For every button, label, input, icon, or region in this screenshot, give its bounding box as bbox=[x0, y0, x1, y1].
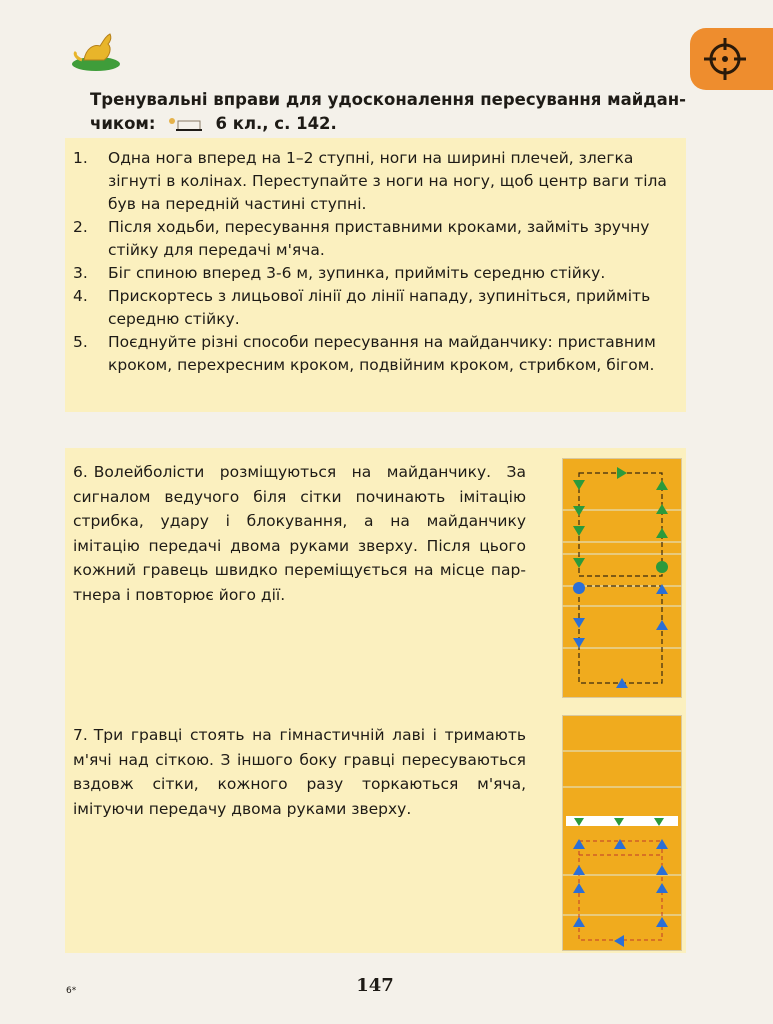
exercise-text: Поєднуйте різні способи пересування на майданчику: приставним кроком, перехресним кроком, подвійним кроком, стрибком, бігом. bbox=[108, 333, 656, 374]
exercise-item-5 bbox=[73, 331, 686, 377]
court-diagram-exercise-6 bbox=[562, 458, 682, 698]
player-marker bbox=[573, 582, 585, 594]
court-surface bbox=[562, 458, 682, 698]
player-marker bbox=[656, 561, 668, 573]
page-number: 147 bbox=[356, 975, 394, 996]
exercise-text: Три гравці стоять на гімнастичній лаві і тримають м'ячі над сіткою. З іншого боку гравці пересуваються вздовж сітки, кожного разу торкаються м'яча, імітуючи передачу двома руками зверху. bbox=[73, 726, 526, 818]
exercise-text: Біг спиною вперед 3-6 м, зупинка, прийміть середню стійку. bbox=[108, 264, 606, 282]
exercise-item-1 bbox=[73, 147, 686, 216]
heading-reference: 6 кл., с. 142. bbox=[215, 114, 337, 133]
heading-text: Тренувальні вправи для удосконалення пересування майданчиком: bbox=[90, 90, 687, 133]
exercise-text: Прискортесь з лицьової лінії до лінії нападу, зупиніться, прийміть середню стійку. bbox=[108, 287, 651, 328]
signature-mark: 6* bbox=[66, 986, 77, 996]
exercise-number: 3. bbox=[73, 264, 88, 282]
exercise-item-3 bbox=[73, 262, 686, 285]
exercises-panel-top bbox=[65, 138, 686, 412]
exercise-heading bbox=[90, 88, 690, 136]
exercise-text: Волейболісти розміщуються на майданчику. За сигналом ведучого біля сітки починають імітацію стрибка, удару і блокування, а на майданчику імітацію передачі двома руками зверху. Після цього кожний гравець швидко переміщується на місце партнера і повторює його дії. bbox=[73, 463, 526, 604]
kangaroo-logo-icon bbox=[70, 30, 126, 74]
exercise-number: 6. bbox=[73, 463, 88, 481]
exercise-item-4 bbox=[73, 285, 686, 331]
exercise-text: Після ходьби, пересування приставними кроками, займіть зручну стійку для передачі м'яча. bbox=[108, 218, 650, 259]
exercise-number: 2. bbox=[73, 218, 88, 236]
exercise-number: 1. bbox=[73, 149, 88, 167]
exercises-panel-bottom bbox=[65, 448, 686, 953]
target-icon bbox=[696, 34, 754, 84]
exercise-number: 5. bbox=[73, 333, 88, 351]
exercise-item-6 bbox=[73, 460, 526, 607]
court-diagram-exercise-7 bbox=[562, 715, 682, 951]
exercise-number: 7. bbox=[73, 726, 88, 744]
exercise-item-2 bbox=[73, 216, 686, 262]
exercise-number: 4. bbox=[73, 287, 88, 305]
exercise-list bbox=[65, 138, 686, 377]
exercise-text: Одна нога вперед на 1–2 ступні, ноги на ширині плечей, злегка зігнуті в колінах. Переступайте з ноги на ногу, щоб центр ваги тіла був на передній частині ступні. bbox=[108, 149, 667, 213]
section-tab bbox=[690, 28, 773, 90]
exercise-item-7 bbox=[73, 723, 526, 821]
open-book-icon bbox=[168, 118, 204, 132]
